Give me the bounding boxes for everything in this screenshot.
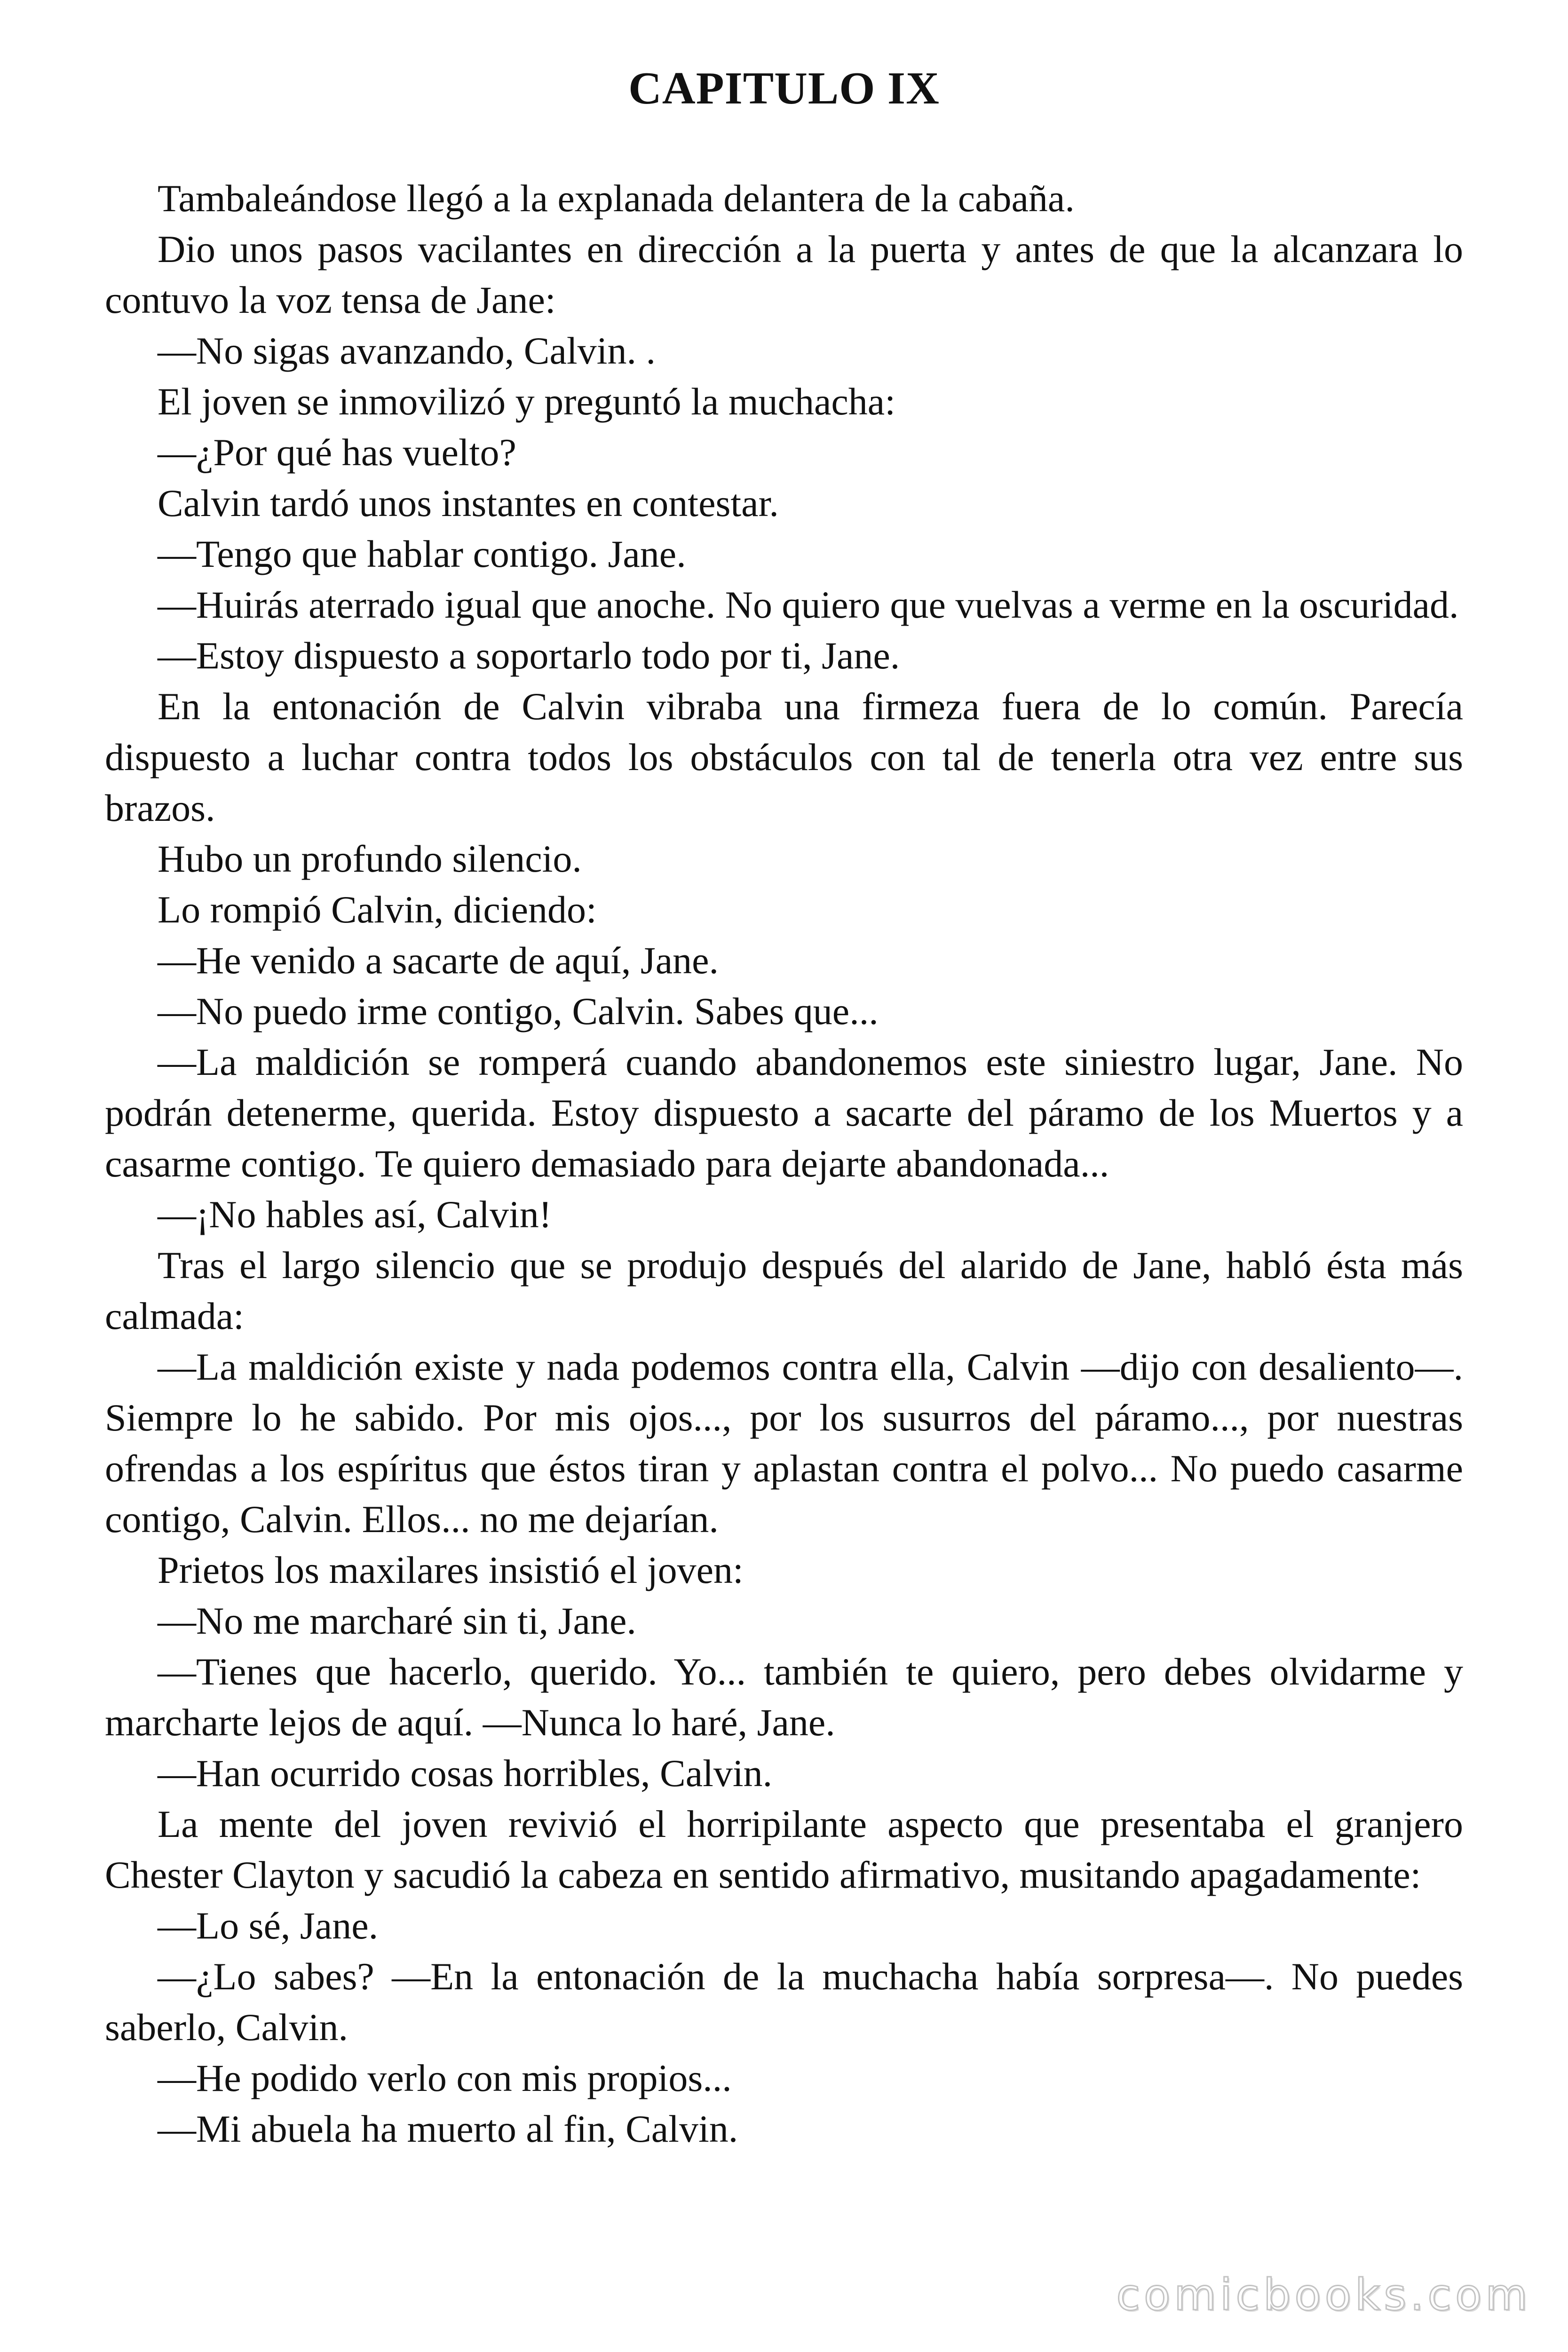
chapter-title: CAPITULO IX bbox=[628, 63, 940, 114]
paragraph: —¡No hables así, Calvin! bbox=[158, 1193, 552, 1236]
paragraph: —Han ocurrido cosas horribles, Calvin. bbox=[158, 1752, 773, 1795]
paragraph: —Lo sé, Jane. bbox=[158, 1904, 379, 1947]
paragraph: —No sigas avanzando, Calvin. . bbox=[158, 329, 656, 372]
paragraph: Hubo un profundo silencio. bbox=[158, 837, 582, 880]
paragraph: —Tienes que hacerlo, querido. Yo... también te quiero, pero debes olvidarme y marcharte lejos de aquí. —Nunca lo haré, Jane. bbox=[105, 1650, 1463, 1744]
paragraph: —¿Por qué has vuelto? bbox=[158, 431, 516, 474]
watermark: comicbooks.com bbox=[1116, 2270, 1531, 2320]
paragraph: —Estoy dispuesto a soportarlo todo por ti, Jane. bbox=[158, 634, 900, 677]
paragraph: El joven se inmovilizó y preguntó la muchacha: bbox=[158, 380, 895, 423]
paragraph: Lo rompió Calvin, diciendo: bbox=[158, 888, 597, 931]
paragraph: Dio unos pasos vacilantes en dirección a la puerta y antes de que la alcanzara lo contuvo la voz tensa de Jane: bbox=[105, 228, 1463, 321]
paragraph: —¿Lo sabes? —En la entonación de la muchacha había sorpresa—. No puedes saberlo, Calvin. bbox=[105, 1955, 1463, 2049]
paragraph: —No puedo irme contigo, Calvin. Sabes que... bbox=[158, 990, 879, 1033]
paragraph: En la entonación de Calvin vibraba una firmeza fuera de lo común. Parecía dispuesto a luchar contra todos los obstáculos con tal de tenerla otra vez entre sus brazos. bbox=[105, 685, 1463, 829]
paragraph: —Mi abuela ha muerto al fin, Calvin. bbox=[158, 2107, 738, 2150]
paragraph: —La maldición se romperá cuando abandonemos este siniestro lugar, Jane. No podrán detenerme, querida. Estoy dispuesto a sacarte del páramo de los Muertos y a casarme contigo. Te quiero demasiado para dejarte abandonada... bbox=[105, 1041, 1463, 1185]
paragraph: Prietos los maxilares insistió el joven: bbox=[158, 1549, 744, 1591]
paragraph: —Huirás aterrado igual que anoche. No quiero que vuelvas a verme en la oscuridad. bbox=[158, 583, 1459, 626]
paragraph: Calvin tardó unos instantes en contestar. bbox=[158, 482, 779, 524]
paragraph: —Tengo que hablar contigo. Jane. bbox=[158, 532, 686, 575]
chapter-body bbox=[105, 173, 1463, 2154]
paragraph: La mente del joven revivió el horripilante aspecto que presentaba el granjero Chester Clayton y sacudió la cabeza en sentido afirmativo, musitando apagadamente: bbox=[105, 1803, 1463, 1896]
paragraph: —He podido verlo con mis propios... bbox=[158, 2057, 732, 2099]
paragraph: —He venido a sacarte de aquí, Jane. bbox=[158, 939, 719, 982]
paragraph: —La maldición existe y nada podemos contra ella, Calvin —dijo con desaliento—. Siempre lo he sabido. Por mis ojos..., por los susurros del páramo..., por nuestras ofrendas a los espíritus que éstos tiran y aplastan contra el polvo... No puedo casarme contigo, Calvin. Ellos... no me dejarían. bbox=[105, 1345, 1463, 1541]
paragraph: Tras el largo silencio que se produjo después del alarido de Jane, habló ésta más calmada: bbox=[105, 1244, 1463, 1337]
paragraph: —No me marcharé sin ti, Jane. bbox=[158, 1599, 636, 1642]
paragraph: Tambaleándose llegó a la explanada delantera de la cabaña. bbox=[158, 177, 1075, 220]
